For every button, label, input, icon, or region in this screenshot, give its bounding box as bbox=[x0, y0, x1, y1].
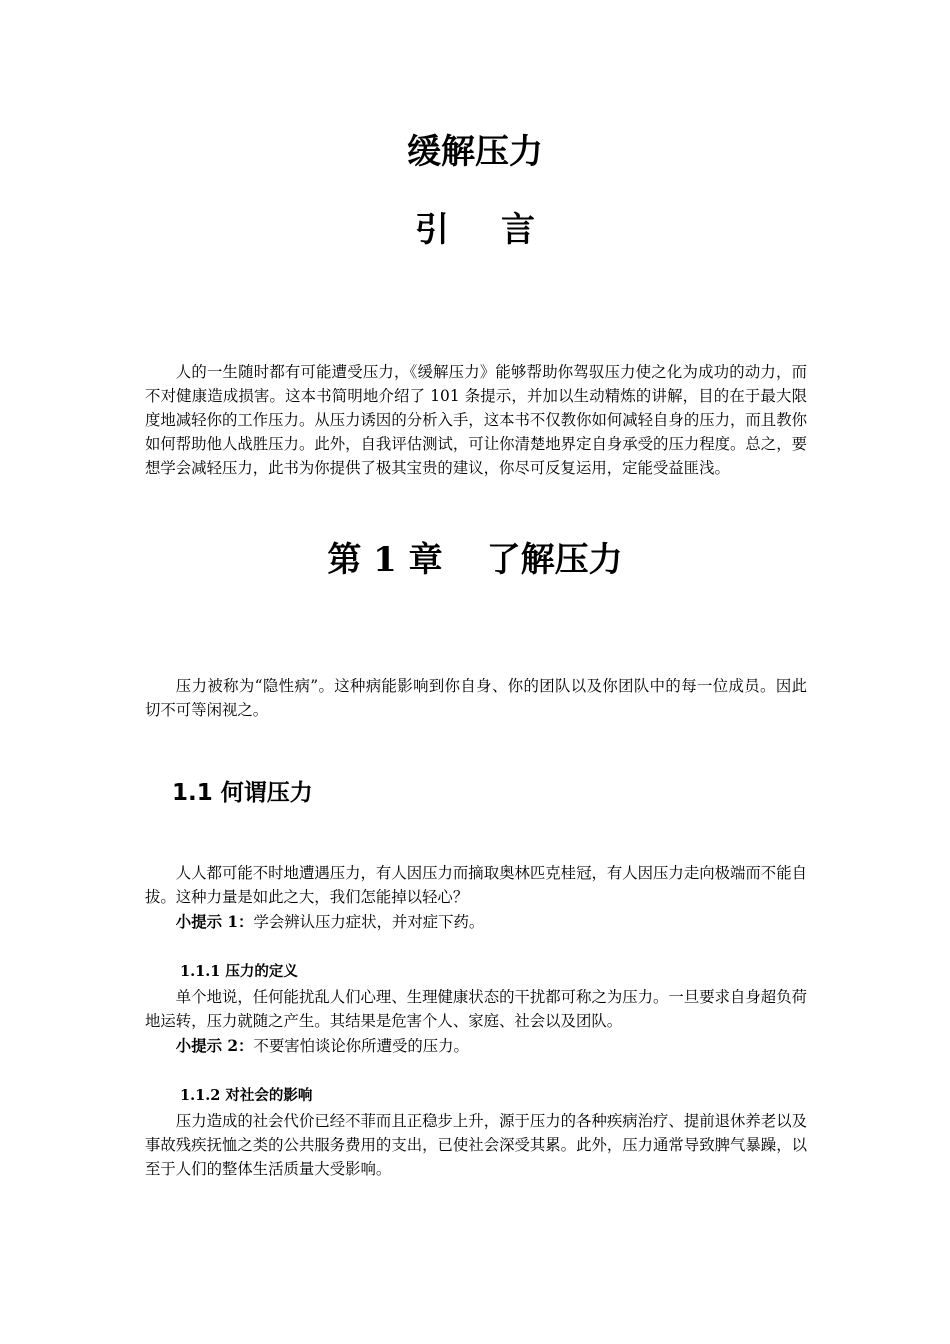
tip-2-label: 小提示 2： bbox=[175, 1037, 254, 1055]
intro-heading-right: 言 bbox=[501, 210, 535, 250]
tip-1-text: 学会辨认压力症状，并对症下药。 bbox=[253, 913, 485, 931]
chapter-title: 了解压力 bbox=[486, 540, 623, 580]
section-heading-1-1-2: 1.1.2 对社会的影响 bbox=[180, 1087, 313, 1104]
chapter-heading bbox=[0, 536, 950, 584]
intro-heading-left: 引 bbox=[415, 210, 449, 250]
chapter-paragraph: 压力被称为“隐性病”。这种病能影响到你自身、你的团队以及你团队中的每一位成员。因此切不可等闲视之。 bbox=[145, 677, 807, 719]
section-1-1-1-paragraph: 单个地说，任何能扰乱人们心理、生理健康状态的干扰都可称之为压力。一旦要求自身超负荷地运转，压力就随之产生。其结果是危害个人、家庭、社会以及团队。 bbox=[145, 988, 807, 1030]
chapter-number: 第 1 章 bbox=[327, 540, 443, 580]
tip-1-label: 小提示 1： bbox=[175, 913, 254, 931]
section-heading-1-1: 1.1 何谓压力 bbox=[172, 780, 313, 806]
tip-1 bbox=[145, 910, 807, 934]
section-1-1-paragraph: 人人都可能不时地遭遇压力，有人因压力而摘取奥林匹克桂冠，有人因压力走向极端而不能自拔。这种力量是如此之大，我们怎能掉以轻心？ bbox=[145, 864, 807, 906]
intro-paragraph: 人的一生随时都有可能遭受压力，《缓解压力》能够帮助你驾驭压力使之化为成功的动力，而不对健康造成损害。这本书简明地介绍了 101 条提示，并加以生动精炼的讲解，目的在于最大限度地减轻你的工作压力。从压力诱因的分析入手，这本书不仅教你如何减轻自身的压力，而且教你如何帮助他人战胜压力。此外，自我评估测试，可让你清楚地界定自身承受的压力程度。总之，要想学会减轻压力，此书为你提供了极其宝贵的建议，你尽可反复运用，定能受益匪浅。 bbox=[145, 363, 807, 477]
section-1-1-2-paragraph: 压力造成的社会代价已经不菲而且正稳步上升，源于压力的各种疾病治疗、提前退休养老以及事故残疾抚恤之类的公共服务费用的支出，已使社会深受其累。此外，压力通常导致脾气暴躁，以至于人们的整体生活质量大受影响。 bbox=[145, 1112, 807, 1178]
tip-2 bbox=[145, 1034, 807, 1058]
intro-heading bbox=[0, 206, 950, 254]
section-heading-1-1-1: 1.1.1 压力的定义 bbox=[180, 963, 298, 980]
tip-2-text: 不要害怕谈论你所遭受的压力。 bbox=[253, 1037, 469, 1055]
document-title: 缓解压力 bbox=[407, 132, 543, 172]
